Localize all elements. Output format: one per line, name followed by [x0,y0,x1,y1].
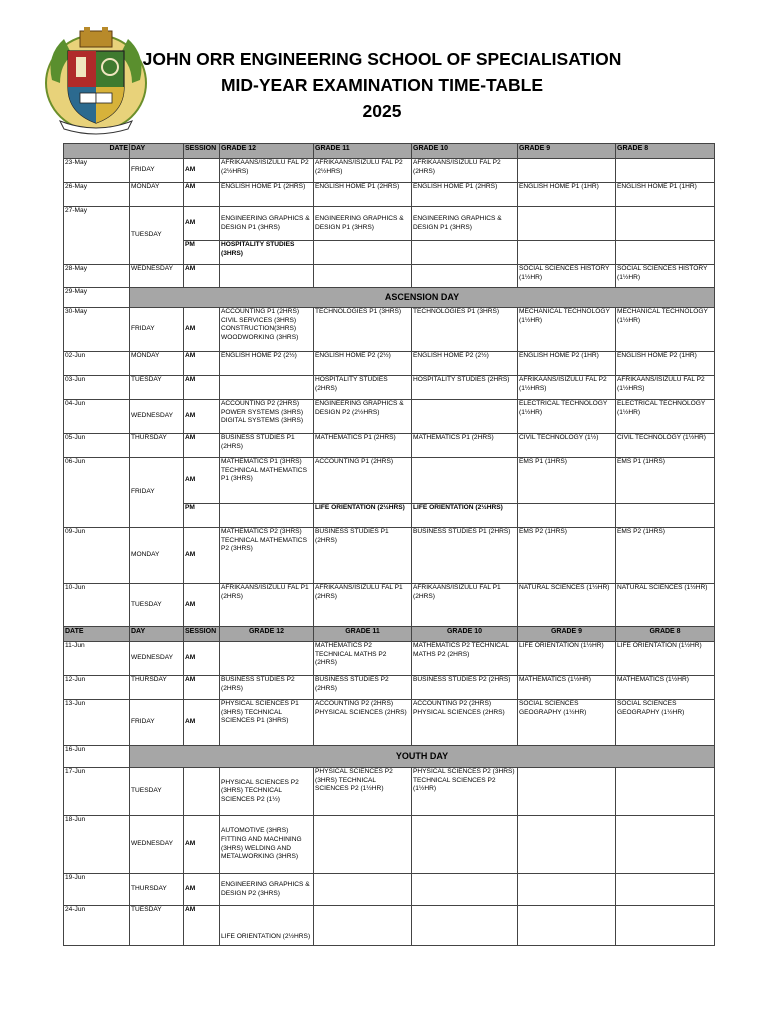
table-row [64,906,715,946]
grade10-cell [412,265,518,288]
grade11-cell: ACCOUNTING P2 (2HRS) PHYSICAL SCIENCES (2HRS) [314,700,412,746]
grade8-cell [616,159,715,183]
day-cell: FRIDAY [130,159,184,183]
grade11-cell: ENGINEERING GRAPHICS & DESIGN P2 (2½HRS) [314,400,412,434]
holiday-banner: YOUTH DAY [130,746,715,768]
session-cell: AM [184,816,220,874]
grade11-cell: BUSINESS STUDIES P1 (2HRS) [314,528,412,584]
grade9-cell [518,207,616,241]
table-row [64,700,715,746]
date-cell: 02-Jun [64,352,130,376]
timetable-title: MID-YEAR EXAMINATION TIME-TABLE [220,75,544,95]
table-row [64,434,715,458]
day-cell: TUESDAY [130,768,184,816]
day-cell: TUESDAY [130,376,184,400]
grade10-cell [412,400,518,434]
grade8-cell: ELECTRICAL TECHNOLOGY (1½HR) [616,400,715,434]
grade10-cell: LIFE ORIENTATION (2½HRS) [412,504,518,528]
grade10-cell: MATHEMATICS P2 TECHNICAL MATHS P2 (2HRS) [412,642,518,676]
grade10-cell [412,816,518,874]
grade9-cell [518,906,616,946]
grade11-cell [314,265,412,288]
grade12-cell: AFRIKAANS/ISIZULU FAL P2 (2½HRS) [220,159,314,183]
col-header-grade12: GRADE 12 [220,144,314,159]
grade8-cell: ENGLISH HOME P1 (1HR) [616,183,715,207]
grade8-cell: SOCIAL SCIENCES GEOGRAPHY (1½HR) [616,700,715,746]
day-cell: WEDNESDAY [130,816,184,874]
day-cell: TUESDAY [130,207,184,265]
grade9-cell [518,768,616,816]
date-cell: 29-May [64,288,130,308]
session-cell: AM [184,400,220,434]
day-cell: TUESDAY [130,584,184,627]
grade10-cell: ENGINEERING GRAPHICS & DESIGN P1 (3HRS) [412,207,518,241]
day-cell: FRIDAY [130,458,184,528]
session-cell: AM [184,159,220,183]
grade9-cell [518,874,616,906]
col-header-grade9: GRADE 9 [518,627,616,642]
date-cell: 12-Jun [64,676,130,700]
grade10-cell [412,458,518,504]
grade10-cell: AFRIKAANS/ISIZULU FAL P1 (2HRS) [412,584,518,627]
school-name-heading: JOHN ORR ENGINEERING SCHOOL OF SPECIALISATION [142,49,622,69]
date-cell: 18-Jun [64,816,130,874]
grade10-cell: BUSINESS STUDIES P2 (2HRS) [412,676,518,700]
session-cell [184,768,220,816]
session-cell: AM [184,458,220,504]
grade10-cell: BUSINESS STUDIES P1 (2HRS) [412,528,518,584]
session-cell: AM [184,584,220,627]
grade12-cell: MATHEMATICS P1 (3HRS) TECHNICAL MATHEMATICS P1 (3HRS) [220,458,314,504]
grade12-cell: HOSPITALITY STUDIES (3HRS) [220,241,314,265]
grade10-cell: ENGLISH HOME P1 (2HRS) [412,183,518,207]
session-cell: AM [184,352,220,376]
date-cell: 10-Jun [64,584,130,627]
session-cell: AM [184,265,220,288]
date-cell: 19-Jun [64,874,130,906]
session-cell: AM [184,676,220,700]
table-row [64,642,715,676]
grade9-cell [518,816,616,874]
grade8-cell [616,874,715,906]
table-row [64,265,715,288]
grade12-cell: AFRIKAANS/ISIZULU FAL P1 (2HRS) [220,584,314,627]
col-header-grade12: GRADE 12 [220,627,314,642]
grade12-cell: ACCOUNTING P2 (2HRS) POWER SYSTEMS (3HRS) DIGITAL SYSTEMS (3HRS) [220,400,314,434]
grade8-cell: ENGLISH HOME P2 (1HR) [616,352,715,376]
grade12-cell: AUTOMOTIVE (3HRS) FITTING AND MACHINING (3HRS) WELDING AND METALWORKING (3HRS) [220,816,314,874]
grade9-cell [518,241,616,265]
day-cell: THURSDAY [130,676,184,700]
grade12-cell: BUSINESS STUDIES P1 (2HRS) [220,434,314,458]
grade11-cell: TECHNOLOGIES P1 (3HRS) [314,308,412,352]
date-cell: 27-May [64,207,130,265]
grade11-cell: MATHEMATICS P1 (2HRS) [314,434,412,458]
session-cell: AM [184,528,220,584]
grade9-cell: AFRIKAANS/ISIZULU FAL P2 (1½HRS) [518,376,616,400]
grade11-cell [314,906,412,946]
grade8-cell: EMS P1 (1HRS) [616,458,715,504]
year-heading: 2025 [362,101,402,121]
grade10-cell: ACCOUNTING P2 (2HRS) PHYSICAL SCIENCES (2HRS) [412,700,518,746]
header-row-top [64,144,715,159]
date-cell: 13-Jun [64,700,130,746]
day-cell: THURSDAY [130,434,184,458]
date-cell: 30-May [64,308,130,352]
grade12-cell: ENGLISH HOME P1 (2HRS) [220,183,314,207]
grade11-cell: AFRIKAANS/ISIZULU FAL P2 (2½HRS) [314,159,412,183]
grade9-cell: ENGLISH HOME P2 (1HR) [518,352,616,376]
session-cell: PM [184,504,220,528]
day-cell: MONDAY [130,352,184,376]
day-cell: TUESDAY [130,906,184,946]
col-header-grade9: GRADE 9 [518,144,616,159]
grade10-cell: HOSPITALITY STUDIES (2HRS) [412,376,518,400]
date-cell: 23-May [64,159,130,183]
school-crest-logo [42,25,150,135]
date-cell: 06-Jun [64,458,130,528]
col-header-session: SESSION [184,627,220,642]
grade12-cell: ENGLISH HOME P2 (2½) [220,352,314,376]
grade11-cell: ENGLISH HOME P1 (2HRS) [314,183,412,207]
date-cell: 16-Jun [64,746,130,768]
grade9-cell: EMS P2 (1HRS) [518,528,616,584]
table-row [64,528,715,584]
col-header-grade11: GRADE 11 [314,627,412,642]
date-cell: 03-Jun [64,376,130,400]
header-row-bottom [64,627,715,642]
grade12-cell [220,504,314,528]
col-header-grade10: GRADE 10 [412,144,518,159]
grade8-cell: MECHANICAL TECHNOLOGY (1½HR) [616,308,715,352]
grade10-cell [412,906,518,946]
table-row [64,376,715,400]
table-row [64,400,715,434]
grade12-cell: ENGINEERING GRAPHICS & DESIGN P1 (3HRS) [220,207,314,241]
day-cell: MONDAY [130,183,184,207]
grade11-cell [314,874,412,906]
grade12-cell [220,265,314,288]
table-row [64,352,715,376]
grade9-cell: ELECTRICAL TECHNOLOGY (1½HR) [518,400,616,434]
date-cell: 04-Jun [64,400,130,434]
table-row [64,584,715,627]
grade9-cell: LIFE ORIENTATION (1½HR) [518,642,616,676]
grade11-cell: BUSINESS STUDIES P2 (2HRS) [314,676,412,700]
grade11-cell [314,241,412,265]
grade8-cell [616,504,715,528]
grade11-cell: ENGINEERING GRAPHICS & DESIGN P1 (3HRS) [314,207,412,241]
day-cell: MONDAY [130,528,184,584]
grade8-cell [616,207,715,241]
session-cell: AM [184,308,220,352]
date-cell: 17-Jun [64,768,130,816]
grade8-cell [616,241,715,265]
grade11-cell: AFRIKAANS/ISIZULU FAL P1 (2HRS) [314,584,412,627]
day-cell: WEDNESDAY [130,400,184,434]
day-cell: FRIDAY [130,308,184,352]
col-header-date: DATE [64,144,130,159]
grade11-cell: ENGLISH HOME P2 (2½) [314,352,412,376]
col-header-grade8: GRADE 8 [616,144,715,159]
session-cell: AM [184,183,220,207]
session-cell: AM [184,874,220,906]
day-cell: WEDNESDAY [130,642,184,676]
grade11-cell: LIFE ORIENTATION (2½HRS) [314,504,412,528]
grade9-cell: SOCIAL SCIENCES HISTORY (1½HR) [518,265,616,288]
table-row [64,308,715,352]
table-row [64,183,715,207]
grade9-cell: ENGLISH HOME P1 (1HR) [518,183,616,207]
grade8-cell: MATHEMATICS (1½HR) [616,676,715,700]
grade9-cell: NATURAL SCIENCES (1½HR) [518,584,616,627]
grade12-cell: PHYSICAL SCIENCES P2 (3HRS) TECHNICAL SCIENCES P2 (1½) [220,768,314,816]
grade12-cell: ACCOUNTING P1 (2HRS) CIVIL SERVICES (3HRS) CONSTRUCTION(3HRS) WOODWORKING (3HRS) [220,308,314,352]
col-header-day: DAY [130,627,184,642]
exam-timetable [63,143,715,946]
grade10-cell: TECHNOLOGIES P1 (3HRS) [412,308,518,352]
grade10-cell: PHYSICAL SCIENCES P2 (3HRS) TECHNICAL SCIENCES P2 (1½HR) [412,768,518,816]
table-row [64,768,715,816]
session-cell: AM [184,207,220,241]
grade11-cell: ACCOUNTING P1 (2HRS) [314,458,412,504]
grade8-cell: CIVIL TECHNOLOGY (1½HR) [616,434,715,458]
grade11-cell: PHYSICAL SCIENCES P2 (3HRS) TECHNICAL SCIENCES P2 (1½HR) [314,768,412,816]
grade12-cell: BUSINESS STUDIES P2 (2HRS) [220,676,314,700]
grade9-cell [518,504,616,528]
grade8-cell: NATURAL SCIENCES (1½HR) [616,584,715,627]
grade9-cell: SOCIAL SCIENCES GEOGRAPHY (1½HR) [518,700,616,746]
date-cell: 24-Jun [64,906,130,946]
grade12-cell: ENGINEERING GRAPHICS & DESIGN P2 (3HRS) [220,874,314,906]
day-cell: THURSDAY [130,874,184,906]
table-row [64,207,715,241]
grade9-cell: CIVIL TECHNOLOGY (1½) [518,434,616,458]
table-row [64,816,715,874]
day-cell: FRIDAY [130,700,184,746]
grade12-cell: LIFE ORIENTATION (2½HRS) [220,906,314,946]
grade8-cell: LIFE ORIENTATION (1½HR) [616,642,715,676]
grade10-cell: MATHEMATICS P1 (2HRS) [412,434,518,458]
table-row [64,458,715,504]
col-header-grade11: GRADE 11 [314,144,412,159]
session-cell: AM [184,642,220,676]
table-row [64,676,715,700]
col-header-day: DAY [130,144,184,159]
grade12-cell: PHYSICAL SCIENCES P1 (3HRS) TECHNICAL SCIENCES P1 (3HRS) [220,700,314,746]
grade8-cell: SOCIAL SCIENCES HISTORY (1½HR) [616,265,715,288]
col-header-grade10: GRADE 10 [412,627,518,642]
grade11-cell [314,816,412,874]
date-cell: 26-May [64,183,130,207]
holiday-row [64,746,715,768]
col-header-grade8: GRADE 8 [616,627,715,642]
session-cell: AM [184,700,220,746]
grade12-cell [220,376,314,400]
holiday-banner: ASCENSION DAY [130,288,715,308]
table-row [64,874,715,906]
holiday-row [64,288,715,308]
grade9-cell: MECHANICAL TECHNOLOGY (1½HR) [518,308,616,352]
day-cell: WEDNESDAY [130,265,184,288]
grade8-cell: EMS P2 (1HRS) [616,528,715,584]
date-cell: 05-Jun [64,434,130,458]
session-cell: AM [184,376,220,400]
grade11-cell: MATHEMATICS P2 TECHNICAL MATHS P2 (2HRS) [314,642,412,676]
table-row [64,159,715,183]
grade9-cell [518,159,616,183]
grade9-cell: MATHEMATICS (1½HR) [518,676,616,700]
col-header-session: SESSION [184,144,220,159]
grade10-cell: AFRIKAANS/ISIZULU FAL P2 (2HRS) [412,159,518,183]
grade10-cell [412,874,518,906]
date-cell: 28-May [64,265,130,288]
grade8-cell [616,816,715,874]
session-cell: AM [184,434,220,458]
col-header-date: DATE [64,627,130,642]
date-cell: 09-Jun [64,528,130,584]
grade12-cell: MATHEMATICS P2 (3HRS) TECHNICAL MATHEMATICS P2 (3HRS) [220,528,314,584]
grade10-cell [412,241,518,265]
grade8-cell [616,906,715,946]
grade10-cell: ENGLISH HOME P2 (2½) [412,352,518,376]
session-cell: PM [184,241,220,265]
grade12-cell [220,642,314,676]
grade11-cell: HOSPITALITY STUDIES (2HRS) [314,376,412,400]
session-cell: AM [184,906,220,946]
date-cell: 11-Jun [64,642,130,676]
grade8-cell: AFRIKAANS/ISIZULU FAL P2 (1½HRS) [616,376,715,400]
grade9-cell: EMS P1 (1HRS) [518,458,616,504]
grade8-cell [616,768,715,816]
